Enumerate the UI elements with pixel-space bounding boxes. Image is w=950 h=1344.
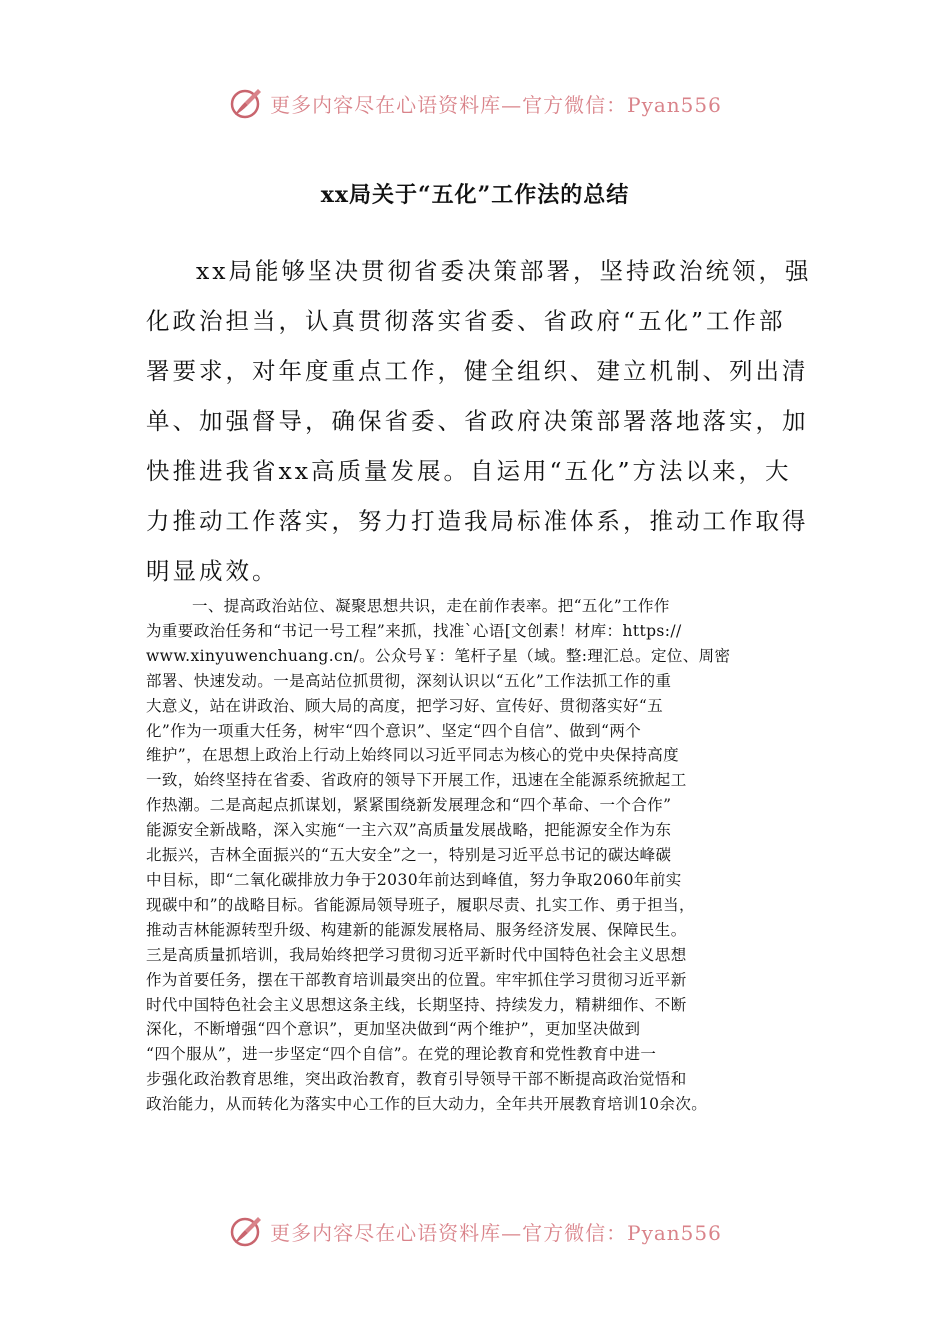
pen-logo-icon <box>228 85 264 121</box>
document-title: xx局关于“五化”工作法的总结 <box>320 182 630 208</box>
intro-line: 力推动工作落实，努力打造我局标准体系，推动工作取得 <box>146 507 809 535</box>
intro-line: 化政治担当，认真贯彻落实省委、省政府“五化”工作部 <box>146 307 786 335</box>
intro-line: 署要求，对年度重点工作，健全组织、建立机制、列出清 <box>146 357 809 385</box>
body-line: 步强化政治教育思维，突出政治教育，教育引导领导干部不断提高政治觉悟和 <box>146 1070 687 1089</box>
body-line: 为重要政治任务和“书记一号工程”来抓，找准`心语[文创素！材库：https:// <box>146 621 682 640</box>
intro-line: 快推进我省xx高质量发展。自运用“五化”方法以来，大 <box>146 457 792 485</box>
body-line: 推动吉林能源转型升级、构建新的能源发展格局、服务经济发展、保障民生。 <box>146 920 687 939</box>
body-line: 化”作为一项重大任务，树牢“四个意识”、坚定“四个自信”、做到“两个 <box>146 721 642 740</box>
body-line: 三是高质量抓培训，我局始终把学习贯彻习近平新时代中国特色社会主义思想 <box>146 945 687 964</box>
watermark-header <box>0 83 950 123</box>
body-line: 现碳中和”的战略目标。省能源局领导班子，履职尽责、扎实工作、勇于担当， <box>146 895 695 914</box>
body-line: 大意义，站在讲政治、顾大局的高度，把学习好、宣传好、贯彻落实好“五 <box>146 696 664 715</box>
body-line: www.xinyuwenchuang.cn/。公众号￥：笔杆子星（域。整:理汇总。定位、周密 <box>146 646 731 665</box>
body-line: 作为首要任务，摆在干部教育培训最突出的位置。牢牢抓住学习贯彻习近平新 <box>146 970 687 989</box>
watermark-text: 更多内容尽在心语资料库—官方微信：Pyan556 <box>270 1220 722 1245</box>
body-line: 深化，不断增强“四个意识”，更加坚决做到“两个维护”，更加坚决做到 <box>146 1020 641 1039</box>
body-line: 北振兴，吉林全面振兴的“五大安全”之一，特别是习近平总书记的碳达峰碳 <box>146 846 672 865</box>
pen-logo-icon <box>228 1213 264 1249</box>
body-line: 时代中国特色社会主义思想这条主线，长期坚持、持续发力，精耕细作、不断 <box>146 995 687 1014</box>
intro-line: xx局能够坚决贯彻省委决策部署，坚持政治统领，强 <box>196 257 812 285</box>
body-line: 部署、快速发动。一是高站位抓贯彻，深刻认识以“五化”工作法抓工作的重 <box>146 671 672 690</box>
body-line: 中目标，即“二氧化碳排放力争于2030年前达到峰值，努力争取2060年前实 <box>146 870 682 889</box>
body-line: 一致，始终坚持在省委、省政府的领导下开展工作，迅速在全能源系统掀起工 <box>146 771 687 790</box>
body-line: 作热潮。二是高起点抓谋划，紧紧围绕新发展理念和“四个革命、一个合作” <box>146 796 672 815</box>
body-line: 一、提高政治站位、凝聚思想共识，走在前作表率。把“五化”工作作 <box>192 597 670 615</box>
body-line: 维护”，在思想上政治上行动上始终同以习近平同志为核心的党中央保持高度 <box>146 746 680 765</box>
body-line: “四个服从”，进一步坚定“四个自信”。在党的理论教育和党性教育中进一 <box>146 1045 657 1064</box>
body-line: 能源安全新战略，深入实施“一主六双”高质量发展战略，把能源安全作为东 <box>146 821 672 840</box>
watermark-text: 更多内容尽在心语资料库—官方微信：Pyan556 <box>270 92 722 117</box>
watermark-footer <box>0 1211 950 1251</box>
intro-paragraph <box>146 246 812 596</box>
intro-line: 单、加强督导，确保省委、省政府决策部署落地落实，加 <box>146 407 809 435</box>
body-line: 政治能力，从而转化为落实中心工作的巨大动力，全年共开展教育培训10余次。 <box>146 1095 708 1114</box>
body-paragraph <box>146 594 806 1117</box>
intro-line: 明显成效。 <box>146 557 279 585</box>
